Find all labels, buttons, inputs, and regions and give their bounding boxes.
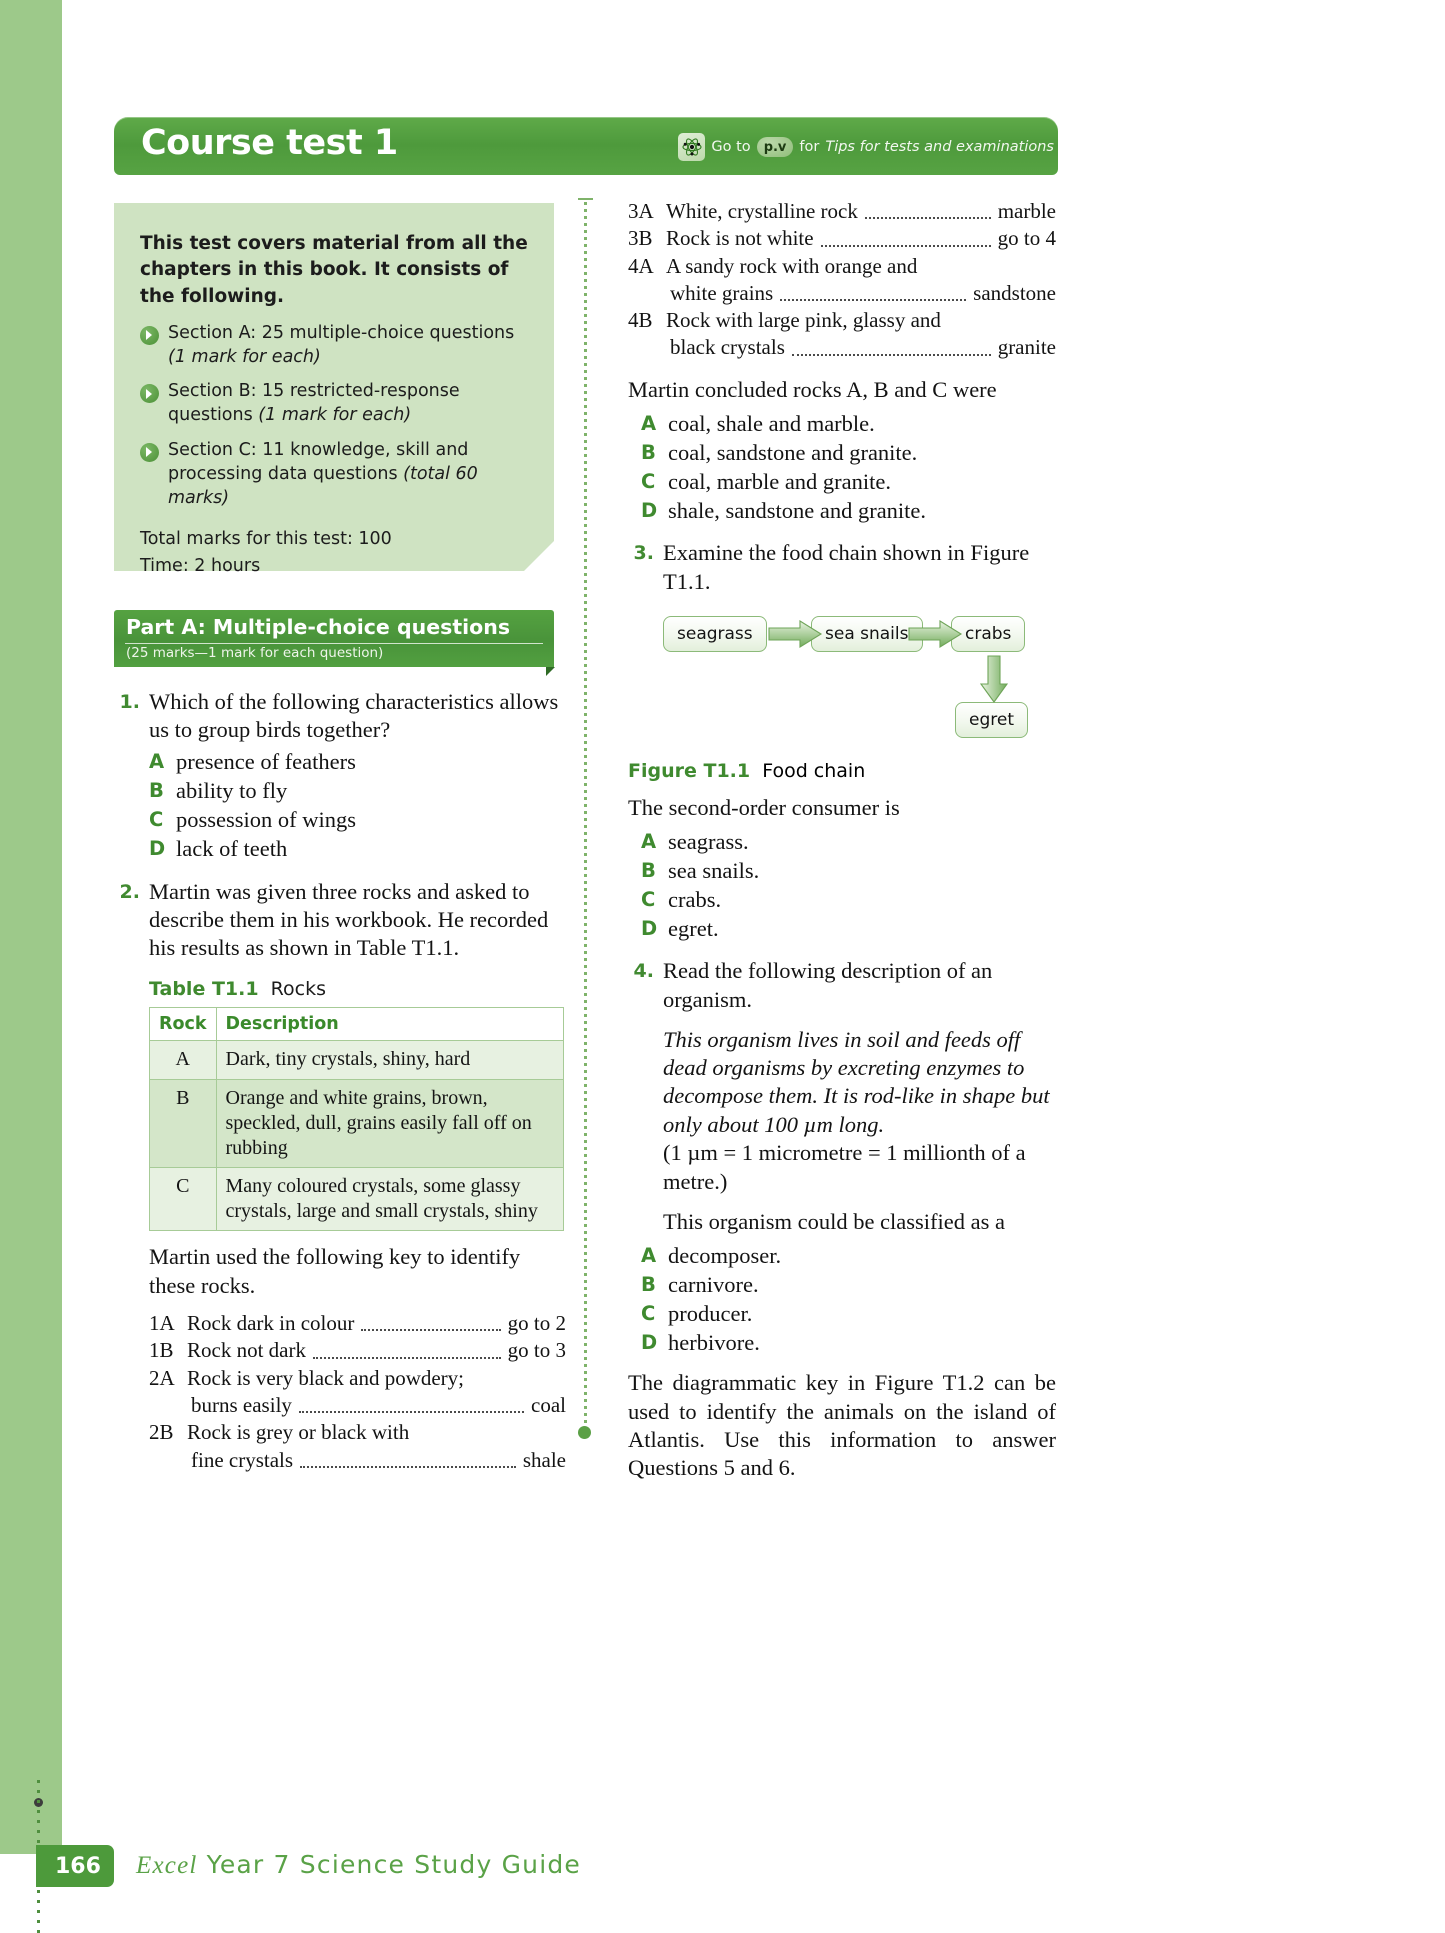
- goto-topic-label: Tips for tests and examinations: [825, 139, 1054, 155]
- header-crossreference: [678, 133, 1054, 161]
- option-letter: A: [149, 750, 165, 774]
- key-row-2a-cont: [149, 1392, 566, 1419]
- option-letter: C: [641, 469, 656, 493]
- option-letter: D: [641, 1330, 658, 1354]
- option-letter: A: [641, 1244, 657, 1268]
- question-1-stem: Which of the following characteristics allows us to group birds together?: [149, 689, 559, 743]
- dotted-leader: [780, 274, 966, 301]
- page-number: 166: [55, 1854, 101, 1879]
- food-chain-node-sea-snails: sea snails: [811, 616, 923, 652]
- question-4-number: 4.: [633, 960, 654, 983]
- dotted-leader: [300, 1441, 516, 1468]
- question-4-option-c[interactable]: [641, 1300, 1056, 1329]
- key-text: A sandy rock with orange and: [666, 253, 918, 278]
- question-1-option-a[interactable]: [149, 748, 566, 777]
- table-header-description: Description: [216, 1008, 563, 1041]
- arrow-bullet-icon: [140, 443, 159, 462]
- table-t1-1-caption: [149, 978, 566, 1000]
- part-a-divider: [125, 643, 543, 644]
- question-3-option-a[interactable]: [641, 828, 1056, 857]
- question-2-number: 2.: [119, 880, 140, 903]
- page-spine-decoration: [0, 0, 62, 1854]
- option-text: seagrass.: [668, 829, 749, 855]
- overview-bullet-section-a: [140, 322, 528, 370]
- section-c-marks: (total 60 marks): [168, 463, 478, 508]
- column-divider-top-cap: [578, 198, 593, 200]
- option-text: decomposer.: [668, 1243, 782, 1269]
- food-chain-node-egret: egret: [955, 702, 1028, 738]
- cell-rock: B: [150, 1079, 217, 1168]
- option-text: herbivore.: [668, 1329, 760, 1355]
- right-arrow-icon: [907, 619, 963, 649]
- section-a-marks: (1 mark for each): [168, 346, 321, 367]
- food-chain-node-seagrass: seagrass: [663, 616, 767, 652]
- overview-bullet-section-c: [140, 439, 528, 510]
- key-code: 3A: [628, 199, 654, 223]
- key-text: Rock dark in colour: [187, 1311, 355, 1336]
- question-1-number: 1.: [119, 691, 140, 713]
- dotted-leader: [313, 1331, 501, 1358]
- table-row: [150, 1079, 564, 1168]
- key-text: Rock not dark: [187, 1338, 306, 1363]
- page-title: Course test 1: [141, 123, 398, 163]
- option-letter: D: [641, 498, 658, 522]
- part-a-subtitle: (25 marks—1 mark for each question): [126, 645, 384, 661]
- question-2-stem: Martin was given three rocks and asked to describe them in his workbook. He recorded his results as shown in Table T1.1.: [149, 878, 549, 961]
- part-a-heading-band: [114, 610, 554, 667]
- cell-description: Orange and white grains, brown, speckled, dull, grains easily fall off on rubbing: [216, 1079, 563, 1168]
- option-text: coal, sandstone and granite.: [668, 439, 918, 465]
- question-3-stem: Examine the food chain shown in Figure T1.1.: [663, 540, 1030, 594]
- question-1: [114, 688, 566, 744]
- down-arrow-icon: [979, 654, 1009, 704]
- question-2-option-b[interactable]: [641, 439, 1056, 468]
- arrow-bullet-icon: [140, 384, 159, 403]
- key-answer: marble: [997, 199, 1056, 223]
- right-text-column: [628, 198, 1056, 1483]
- key-answer: granite: [997, 335, 1056, 360]
- question-3-lead: The second-order consumer is: [628, 794, 900, 820]
- section-b-marks: (1 mark for each): [258, 405, 412, 426]
- food-chain-node-crabs: crabs: [951, 616, 1025, 652]
- question-4: [628, 957, 1056, 1013]
- test-overview-panel: [114, 203, 554, 576]
- option-letter: B: [641, 1272, 656, 1296]
- question-3-number: 3.: [633, 542, 654, 565]
- option-letter: C: [641, 1301, 656, 1325]
- table-t1-1-rocks: [149, 1007, 564, 1231]
- option-text: coal, shale and marble.: [668, 411, 875, 437]
- column-divider: [584, 202, 587, 1430]
- question-3-option-c[interactable]: [641, 886, 1056, 915]
- option-text: producer.: [668, 1300, 753, 1326]
- dotted-leader: [865, 192, 991, 219]
- option-text: sea snails.: [668, 857, 760, 883]
- question-2-option-c[interactable]: [641, 468, 1056, 497]
- table-row: [150, 1168, 564, 1231]
- option-letter: D: [149, 836, 166, 860]
- dotted-leader: [792, 328, 991, 355]
- book-title-rest: Year 7 Science Study Guide: [206, 1850, 581, 1879]
- question-4-lead: This organism could be classified as a: [663, 1208, 1006, 1234]
- option-letter: D: [641, 916, 658, 940]
- left-text-column: [114, 688, 566, 1474]
- key-text: Rock with large pink, glassy and: [666, 308, 941, 333]
- key-text-continued: burns easily: [191, 1393, 292, 1418]
- table-caption-title: Rocks: [270, 978, 326, 1001]
- question-3-option-b[interactable]: [641, 857, 1056, 886]
- section-a-label: Section A: 25 multiple-choice questions: [168, 322, 515, 343]
- question-3-option-d[interactable]: [641, 915, 1056, 944]
- key-text: Rock is not white: [666, 226, 814, 251]
- total-marks-text: Total marks for this test: 100: [140, 529, 392, 550]
- questions-5-6-instruction: The diagrammatic key in Figure T1.2 can be used to identify the animals on the island of Atlantis. Use this information to answer Questions 5 and 6.: [628, 1370, 1056, 1481]
- key-row-4b-cont: [628, 334, 1056, 361]
- goto-mid-label: for: [799, 139, 820, 155]
- page-header-bar: [114, 117, 1058, 175]
- option-letter: B: [641, 440, 656, 464]
- option-letter: C: [641, 887, 656, 911]
- cell-rock: A: [150, 1041, 217, 1079]
- question-4-option-b[interactable]: [641, 1271, 1056, 1300]
- key-code: 2A: [149, 1365, 175, 1390]
- key-answer: go to 3: [507, 1338, 566, 1363]
- option-text: crabs.: [668, 886, 722, 912]
- goto-prefix-label: Go to: [711, 139, 751, 155]
- question-4-unit-note: (1 µm = 1 micrometre = 1 millionth of a metre.): [663, 1140, 1026, 1194]
- key-text-continued: black crystals: [670, 335, 785, 360]
- column-divider-bottom-dot: [578, 1426, 591, 1439]
- question-2-conclusion: Martin concluded rocks A, B and C were: [628, 376, 997, 402]
- table-header-rock: Rock: [150, 1008, 217, 1041]
- key-row-3b: [628, 225, 1056, 252]
- key-text-continued: white grains: [670, 280, 774, 305]
- key-answer: go to 4: [997, 226, 1056, 251]
- key-answer: sandstone: [973, 280, 1056, 305]
- cell-description: Dark, tiny crystals, shiny, hard: [216, 1041, 563, 1079]
- table-header-row: [150, 1008, 564, 1041]
- question-3: [628, 539, 1056, 595]
- cell-rock: C: [150, 1168, 217, 1231]
- key-code: 4B: [628, 308, 653, 333]
- option-letter: B: [641, 858, 656, 882]
- key-code: 3B: [628, 226, 653, 251]
- key-text: Rock is grey or black with: [187, 1420, 410, 1445]
- time-allowed-text: Time: 2 hours: [140, 555, 261, 576]
- dotted-leader: [361, 1304, 500, 1331]
- atom-icon: [678, 133, 705, 161]
- key-row-1b: [149, 1337, 566, 1364]
- arrow-bullet-icon: [140, 326, 159, 345]
- option-text: shale, sandstone and granite.: [668, 497, 927, 523]
- overview-lead-text: This test covers material from all the chapters in this book. It consists of the following.: [140, 233, 528, 307]
- key-answer: go to 2: [507, 1311, 566, 1336]
- overview-bullet-section-b: [140, 380, 528, 428]
- key-answer: coal: [531, 1393, 566, 1418]
- question-4-organism-description: This organism lives in soil and feeds off dead organisms by excreting enzymes to decompose them. It is rod-like in shape but only about 100 µm long.: [663, 1026, 1050, 1137]
- key-text: Rock is very black and powdery;: [187, 1365, 465, 1390]
- dotted-leader: [299, 1386, 524, 1413]
- key-text: White, crystalline rock: [666, 199, 858, 223]
- option-text: coal, marble and granite.: [668, 468, 892, 494]
- cell-description: Many coloured crystals, some glassy crystals, large and small crystals, shiny: [216, 1168, 563, 1231]
- option-text: lack of teeth: [176, 835, 288, 861]
- question-2-option-d[interactable]: [641, 497, 1056, 526]
- question-2: [114, 878, 566, 963]
- option-text: possession of wings: [176, 807, 357, 833]
- option-text: presence of feathers: [176, 749, 356, 775]
- option-letter: A: [641, 412, 657, 436]
- option-letter: A: [641, 830, 657, 854]
- page-reference-badge[interactable]: p.v: [757, 137, 794, 157]
- table-row: [150, 1041, 564, 1079]
- key-intro-text: Martin used the following key to identify these rocks.: [149, 1244, 521, 1298]
- key-answer: shale: [522, 1447, 566, 1472]
- key-code: 2B: [149, 1420, 174, 1445]
- right-arrow-icon: [767, 619, 823, 649]
- question-1-option-b[interactable]: [149, 777, 566, 806]
- option-letter: B: [149, 779, 164, 803]
- key-code: 1A: [149, 1311, 175, 1336]
- figure-t1-1-food-chain-diagram: [663, 610, 1033, 738]
- key-row-4a-cont: [628, 280, 1056, 307]
- option-letter: C: [149, 808, 164, 832]
- question-1-option-c[interactable]: [149, 806, 566, 835]
- question-4-option-d[interactable]: [641, 1329, 1056, 1358]
- dotted-leader: [821, 219, 991, 246]
- question-4-option-a[interactable]: [641, 1242, 1056, 1271]
- option-text: egret.: [668, 915, 719, 941]
- book-title-brand: Excel: [136, 1852, 198, 1879]
- question-4-stem: Read the following description of an organism.: [663, 958, 993, 1012]
- key-code: 4A: [628, 253, 654, 278]
- key-row-2b-cont: [149, 1447, 566, 1474]
- key-code: 1B: [149, 1338, 174, 1363]
- section-b-label: Section B: 15 restricted-response questions: [168, 381, 460, 426]
- book-title-footer: [136, 1850, 581, 1880]
- table-caption-label: Table T1.1: [149, 978, 259, 1001]
- question-2-option-a[interactable]: [641, 410, 1056, 439]
- figure-caption-label: Figure T1.1: [628, 759, 751, 782]
- option-text: ability to fly: [176, 778, 288, 804]
- figure-t1-1-caption: [628, 760, 1056, 782]
- figure-caption-title: Food chain: [762, 759, 866, 782]
- part-a-title: Part A: Multiple-choice questions: [126, 615, 511, 639]
- section-c-label: Section C: 11 knowledge, skill and processing data questions: [168, 439, 469, 484]
- key-text-continued: fine crystals: [191, 1447, 294, 1472]
- question-1-option-d[interactable]: [149, 835, 566, 864]
- option-text: carnivore.: [668, 1271, 759, 1297]
